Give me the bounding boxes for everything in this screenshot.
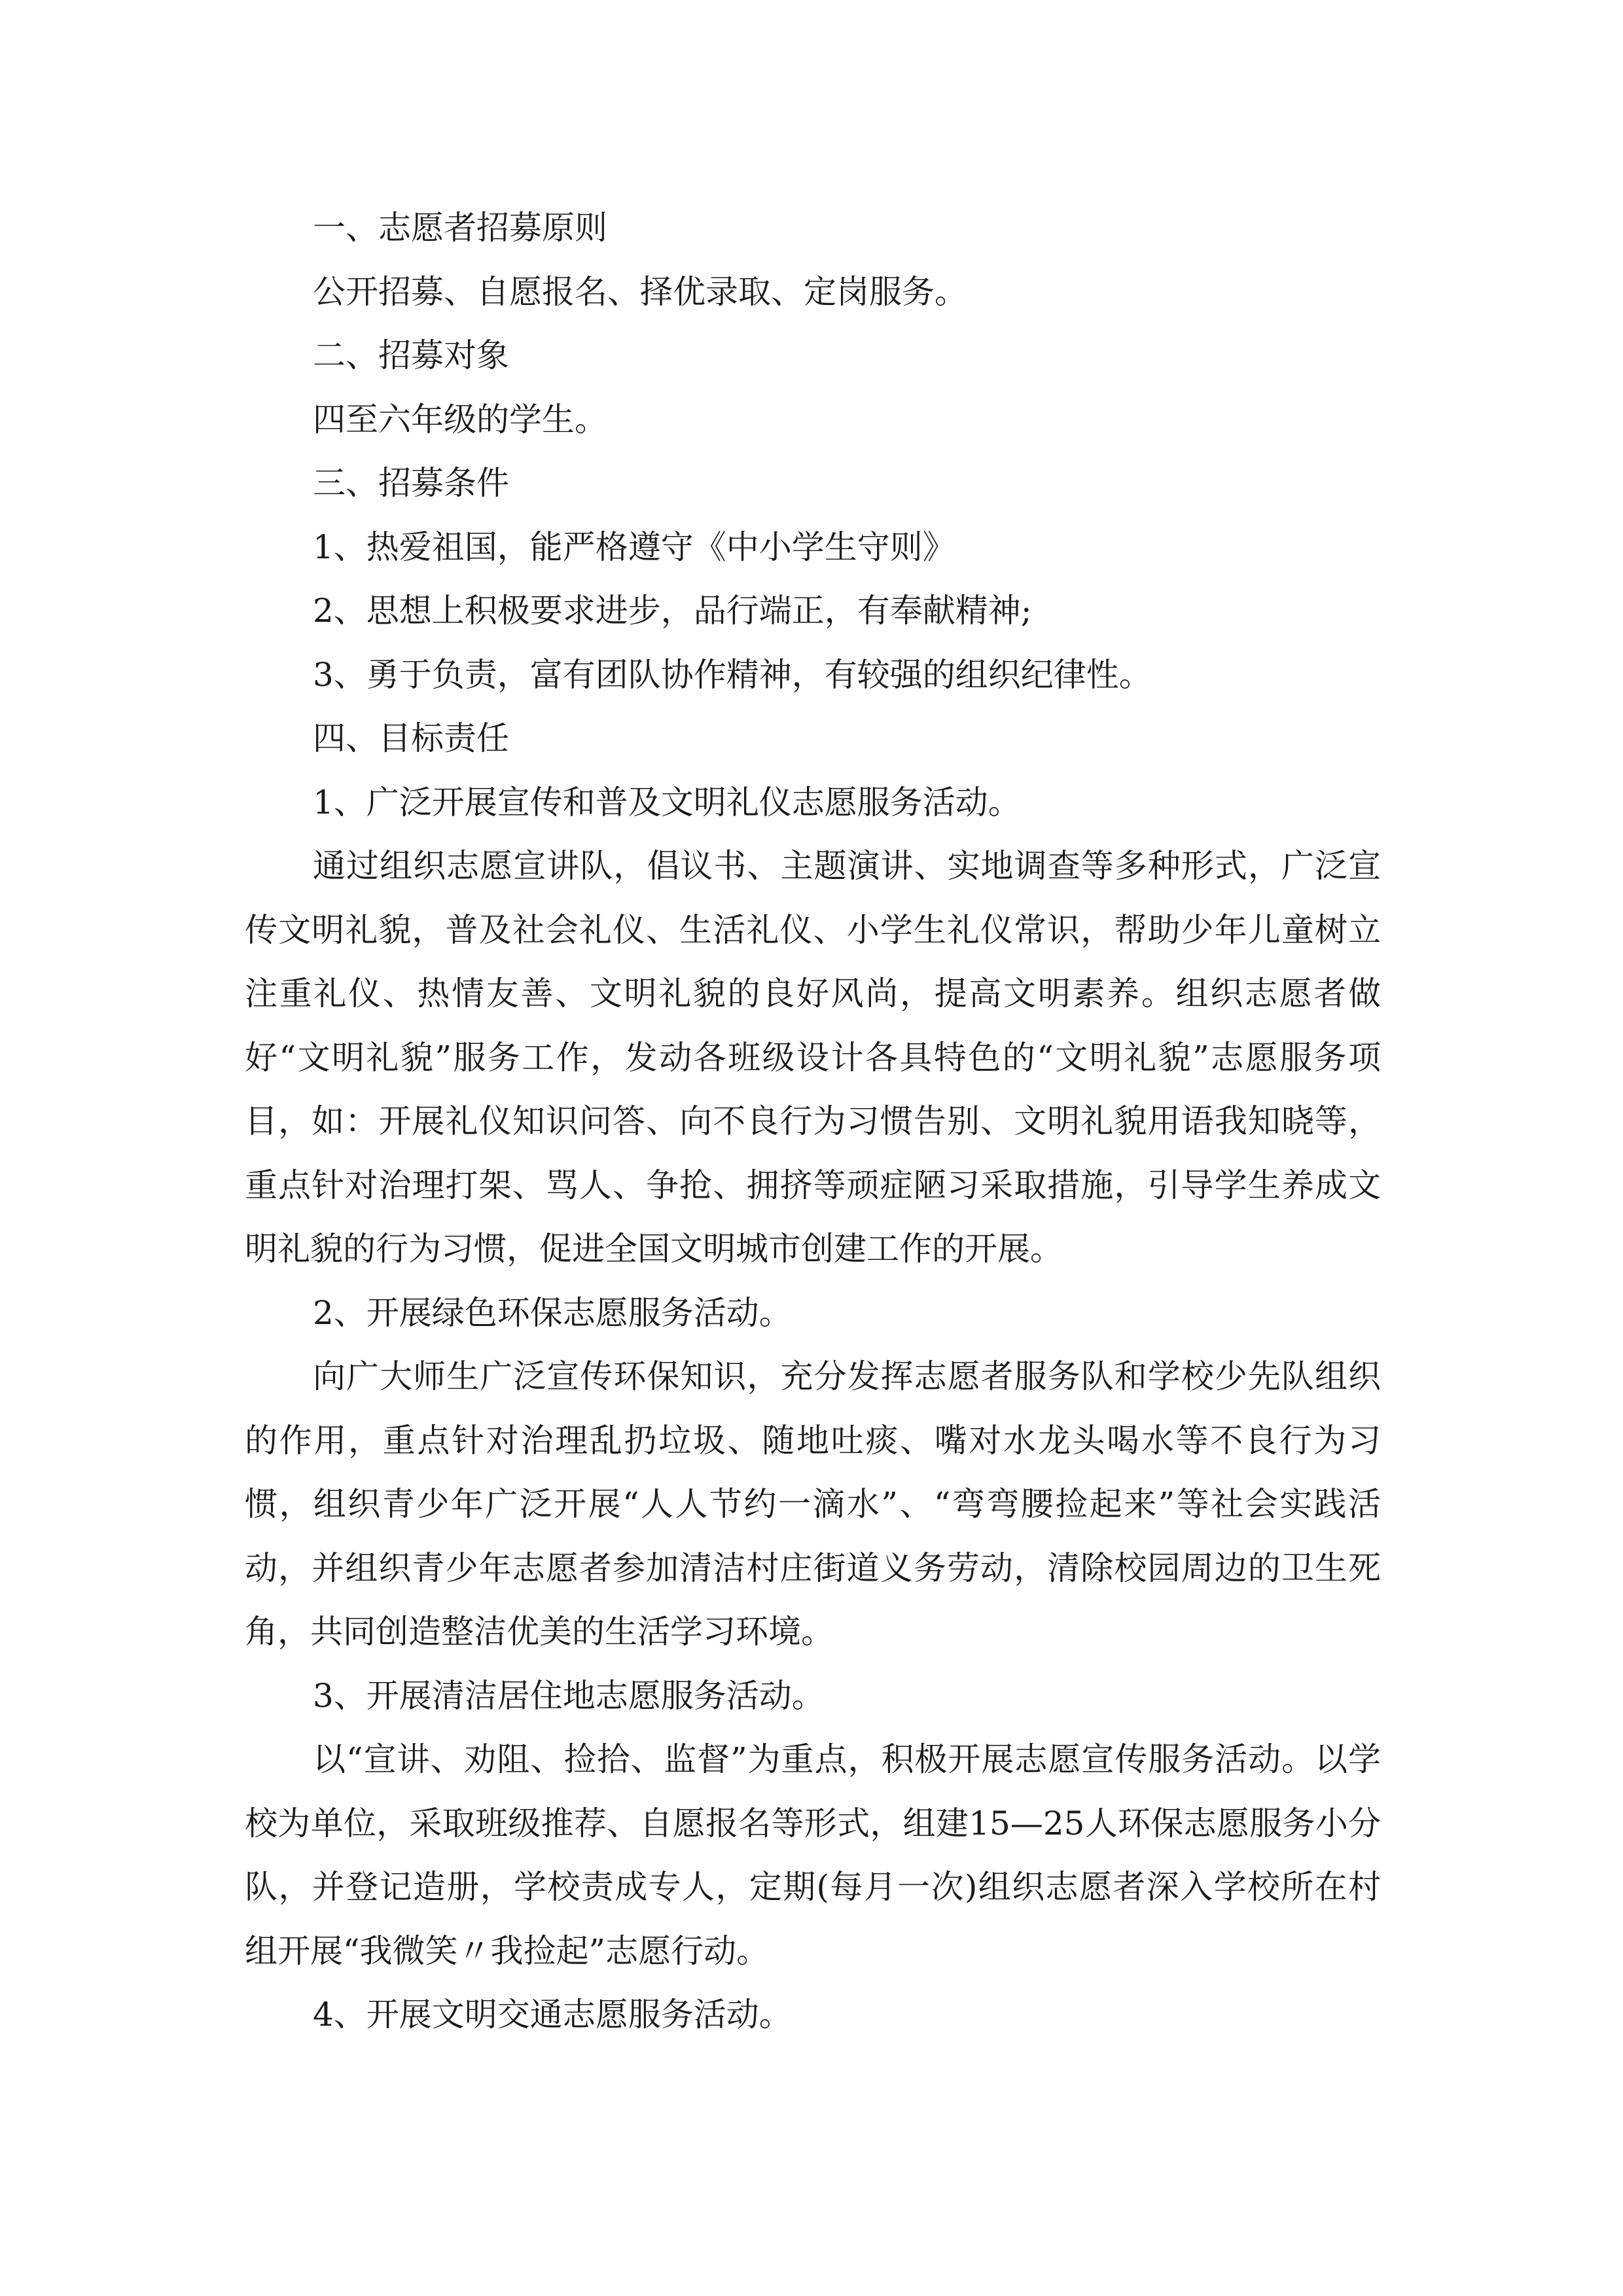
section-heading-recruitment-targets: 二、招募对象 xyxy=(313,336,509,374)
activity-body-2: 向广大师生广泛宣传环保知识，充分发挥志愿者服务队和学校少先队组织的作用，重点针对治理乱扔垃圾、随地吐痰、嘴对水龙头喝水等不良行为习惯，组织青少年广泛开展“人人节约一滴水”、“弯弯腰捡起来”等社会实践活动，并组织青少年志愿者参加清洁村庄街道义务劳动，清除校园周边的卫生死角，共同创造整洁优美的生活学习环境。 xyxy=(245,1357,1381,1651)
activity-body-3: 以“宣讲、劝阻、捡拾、监督”为重点，积极开展志愿宣传服务活动。以学校为单位，采取班级推荐、自愿报名等形式，组建15—25人环保志愿服务小分队，并登记造册，学校责成专人，定期(每月一次)组织志愿者深入学校所在村组开展“我微笑〃我捡起”志愿行动。 xyxy=(245,1740,1381,1970)
paragraph-recruitment-principles: 公开招募、自愿报名、择优录取、定岗服务。 xyxy=(313,272,967,311)
activity-title-1: 1、广泛开展宣传和普及文明礼仪志愿服务活动。 xyxy=(313,783,1021,821)
activity-title-2: 2、开展绿色环保志愿服务活动。 xyxy=(313,1293,792,1332)
section-heading-recruitment-principles: 一、志愿者招募原则 xyxy=(313,209,607,247)
activity-title-3: 3、开展清洁居住地志愿服务活动。 xyxy=(313,1676,825,1715)
document-body xyxy=(245,196,1381,2047)
activity-body-1: 通过组织志愿宣讲队，倡议书、主题演讲、实地调查等多种形式，广泛宣传文明礼貌，普及社会礼仪、生活礼仪、小学生礼仪常识，帮助少年儿童树立注重礼仪、热情友善、文明礼貌的良好风尚，提高文明素养。组织志愿者做好“文明礼貌”服务工作，发动各班级设计各具特色的“文明礼貌”志愿服务项目，如：开展礼仪知识问答、向不良行为习惯告别、文明礼貌用语我知晓等，重点针对治理打架、骂人、争抢、拥挤等顽症陋习采取措施，引导学生养成文明礼貌的行为习惯，促进全国文明城市创建工作的开展。 xyxy=(245,847,1381,1268)
condition-item-1: 1、热爱祖国，能严格遵守《中小学生守则》 xyxy=(313,528,955,566)
paragraph-recruitment-targets: 四至六年级的学生。 xyxy=(313,400,607,439)
activity-title-4: 4、开展文明交通志愿服务活动。 xyxy=(313,1996,792,2034)
section-heading-target-responsibility: 四、目标责任 xyxy=(313,719,509,757)
condition-item-3: 3、勇于负责，富有团队协作精神，有较强的组织纪律性。 xyxy=(313,655,1152,694)
condition-item-2: 2、思想上积极要求进步，品行端正，有奉献精神; xyxy=(313,592,1032,630)
section-heading-recruitment-conditions: 三、招募条件 xyxy=(313,464,509,502)
